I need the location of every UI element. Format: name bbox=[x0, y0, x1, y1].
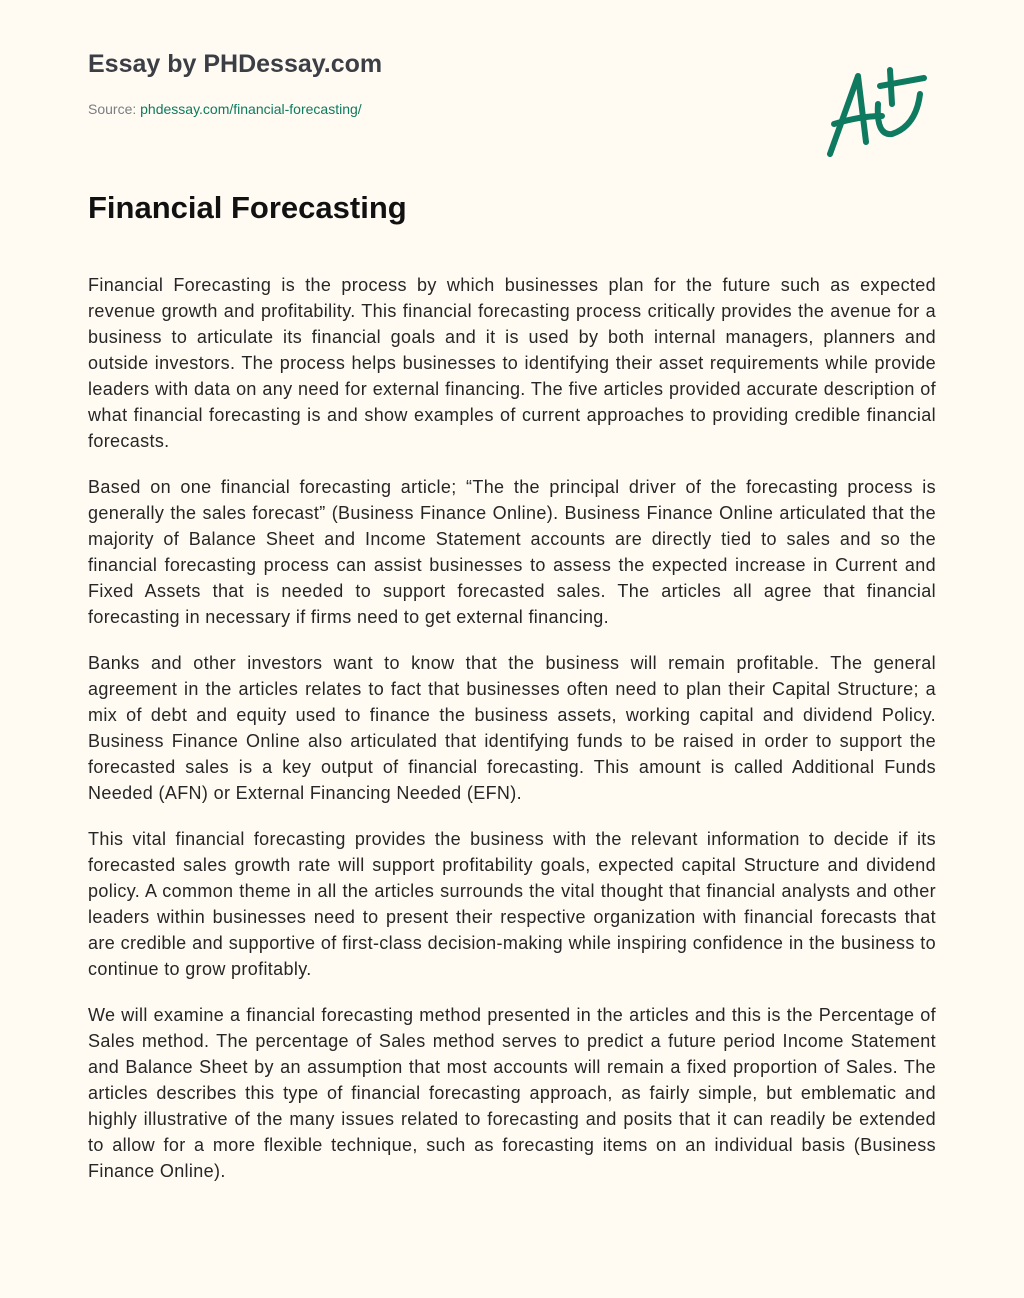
paragraph: We will examine a financial forecasting method presented in the articles and this is the Percentage of Sales method. The percentage of Sales method serves to predict a future period Income Statement and Balance Sheet by an assumption that most accounts will remain a fixed proportion of Sales. The articles describes this type of financial forecasting approach, as fairly simple, but emblematic and highly illustrative of the many issues related to forecasting and posits that it can readily be extended to allow for a more flexible technique, such as forecasting items on an individual basis (Business Finance Online). bbox=[88, 1005, 936, 1181]
essay-body bbox=[88, 272, 936, 1204]
a-plus-logo-icon bbox=[820, 64, 930, 164]
page-title: Financial Forecasting bbox=[88, 190, 407, 225]
paragraph: Financial Forecasting is the process by which businesses plan for the future such as expected revenue growth and profitability. This financial forecasting process critically provides the avenue for a business to articulate its financial goals and it is used by both internal managers, planners and outside investors. The process helps businesses to identifying their asset requirements while provide leaders with data on any need for external financing. The five articles provided accurate description of what financial forecasting is and show examples of current approaches to providing credible financial forecasts. bbox=[88, 275, 936, 451]
paragraph: Banks and other investors want to know that the business will remain profitable. The general agreement in the articles relates to fact that businesses often need to plan their Capital Structure; a mix of debt and equity used to finance the business assets, working capital and dividend Policy. Business Finance Online also articulated that identifying funds to be raised in order to support the forecasted sales is a key output of financial forecasting. This amount is called Additional Funds Needed (AFN) or External Financing Needed (EFN). bbox=[88, 653, 936, 803]
source-link[interactable]: phdessay.com/financial-forecasting/ bbox=[140, 101, 362, 117]
site-brand: Essay by PHDessay.com bbox=[88, 50, 383, 78]
paragraph: Based on one financial forecasting article; “The the principal driver of the forecasting process is generally the sales forecast” (Business Finance Online). Business Finance Online articulated that the majority of Balance Sheet and Income Statement accounts are directly tied to sales and so the financial forecasting process can assist businesses to assess the expected increase in Current and Fixed Assets that is needed to support forecasted sales. The articles all agree that financial forecasting in necessary if firms need to get external financing. bbox=[88, 477, 936, 627]
paragraph: This vital financial forecasting provides the business with the relevant information to decide if its forecasted sales growth rate will support profitability goals, expected capital Structure and dividend policy. A common theme in all the articles surrounds the vital thought that financial analysts and other leaders within businesses need to present their respective organization with financial forecasts that are credible and supportive of first-class decision-making while inspiring confidence in the business to continue to grow profitably. bbox=[88, 829, 936, 979]
source-line bbox=[88, 101, 362, 117]
source-label: Source: bbox=[88, 101, 137, 117]
